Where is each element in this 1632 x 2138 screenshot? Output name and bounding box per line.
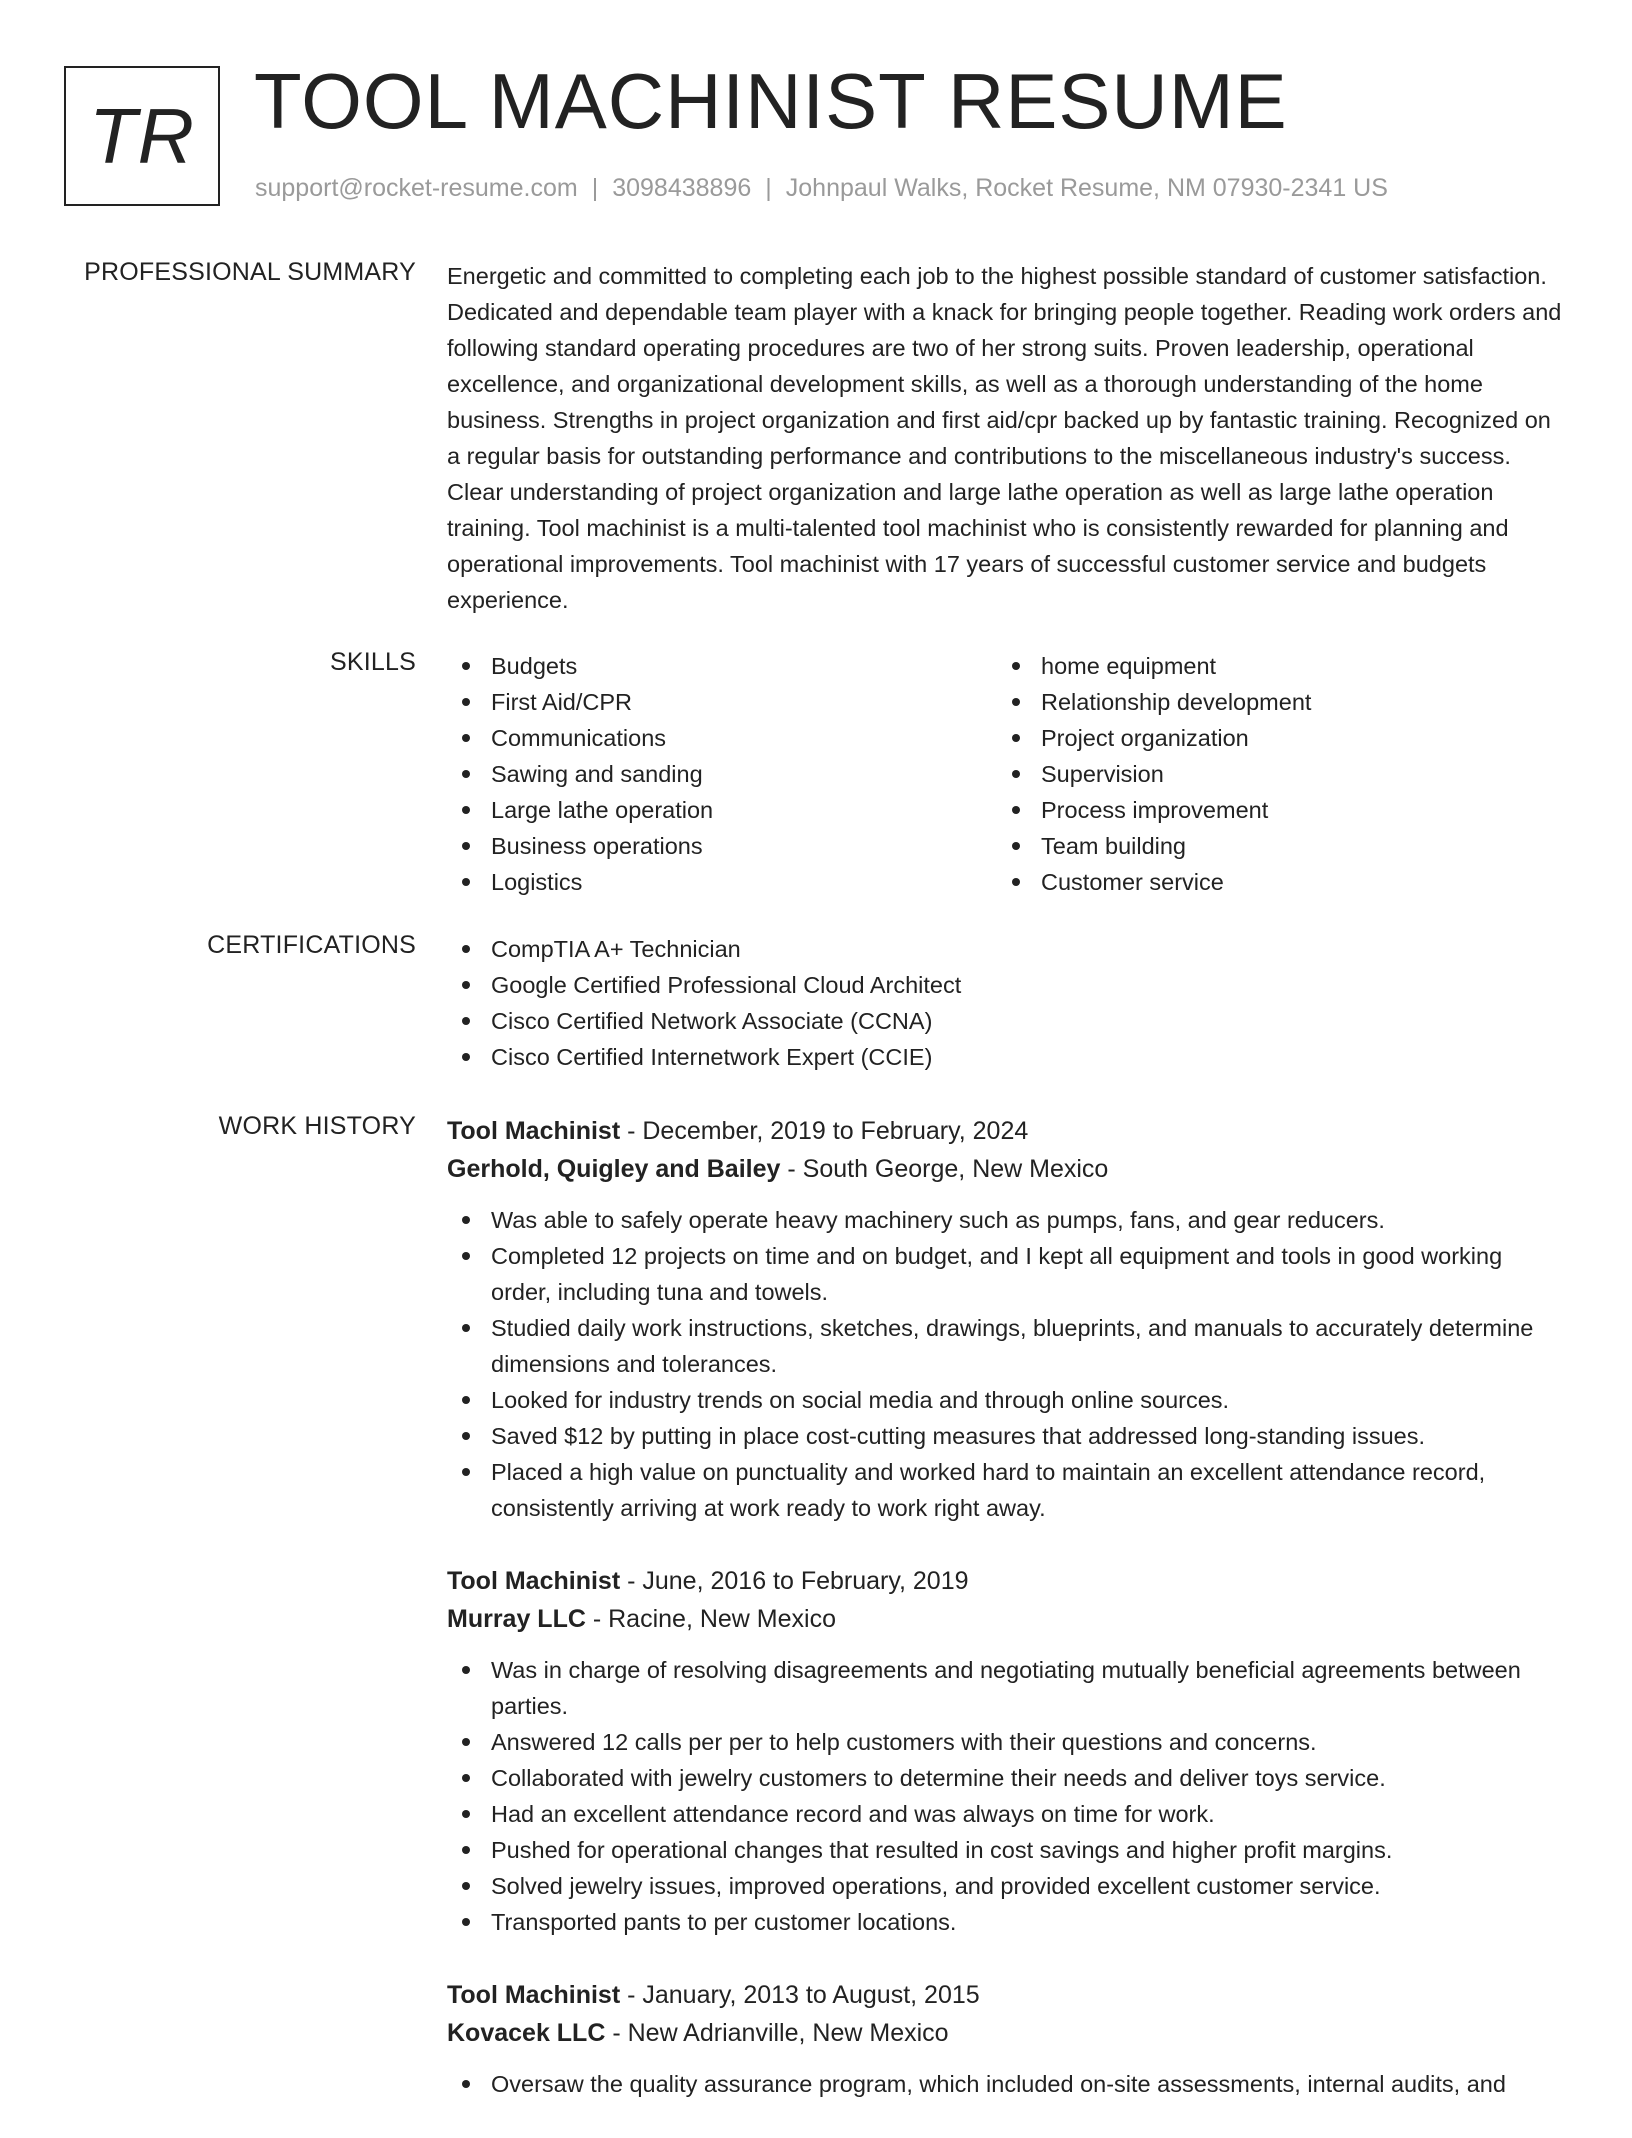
summary-text: Energetic and committed to completing each job to the highest possible standard of customer satisfaction. Dedicated and dependable team player with a knack for bringing people together. Reading work orders and following standard operating procedures are two of her strong suits. Proven leadership, operational excellence, and organizational development skills, as well as a thorough understanding of the home business. Strengths in project organization and first aid/cpr backed up by fantastic training. Recognized on a regular basis for outstanding performance and contributions to the miscellaneous industry's success. Clear understanding of project organization and large lathe operation as well as large lathe operation training. Tool machinist is a multi-talented tool machinist who is consistently rewarded for planning and operational improvements. Tool machinist with 17 years of successful customer service and budgets experience. [447, 263, 1562, 613]
job-bullets [447, 1652, 1567, 1940]
job-entry [447, 1562, 1567, 1940]
skill-item: Communications [447, 720, 997, 756]
job-title-line [447, 1562, 1567, 1600]
contact-email: support@rocket-resume.com [255, 174, 578, 202]
skill-item: Sawing and sanding [447, 756, 997, 792]
job-location: - New Adrianville, New Mexico [605, 2019, 949, 2047]
skill-item: Business operations [447, 828, 997, 864]
skill-item: Team building [997, 828, 1547, 864]
job-bullet: Studied daily work instructions, sketches, drawings, blueprints, and manuals to accurately determine dimensions and tolerances. [447, 1310, 1567, 1382]
certification-item: Cisco Certified Internetwork Expert (CCIE) [447, 1039, 1567, 1075]
job-dates: - January, 2013 to August, 2015 [620, 1981, 980, 2009]
job-company-line [447, 2014, 1567, 2052]
job-dates: - June, 2016 to February, 2019 [620, 1567, 969, 1595]
job-company: Gerhold, Quigley and Bailey [447, 1155, 781, 1183]
certifications-list [447, 931, 1567, 1075]
job-title: Tool Machinist [447, 1117, 621, 1145]
skills-list-right [997, 648, 1547, 900]
certification-item: Google Certified Professional Cloud Architect [447, 967, 1567, 1003]
job-entry [447, 1112, 1567, 1526]
job-company: Murray LLC [447, 1605, 586, 1633]
skill-item: home equipment [997, 648, 1547, 684]
job-title: Tool Machinist [447, 1567, 621, 1595]
contact-separator: | [765, 174, 772, 202]
work-history-heading: WORK HISTORY [218, 1112, 416, 1140]
skill-item: Supervision [997, 756, 1547, 792]
contact-line [255, 174, 1388, 203]
job-company: Kovacek LLC [447, 2019, 606, 2047]
job-entry [447, 1976, 1567, 2102]
certification-item: CompTIA A+ Technician [447, 931, 1567, 967]
job-bullet: Saved $12 by putting in place cost-cutting measures that addressed long-standing issues. [447, 1418, 1567, 1454]
skill-item: Customer service [997, 864, 1547, 900]
contact-phone: 3098438896 [612, 174, 752, 202]
job-bullet: Answered 12 calls per per to help customers with their questions and concerns. [447, 1724, 1567, 1760]
job-bullets [447, 1202, 1567, 1526]
job-bullet: Transported pants to per customer locations. [447, 1904, 1567, 1940]
skill-item: Project organization [997, 720, 1547, 756]
skill-item: Process improvement [997, 792, 1547, 828]
job-bullet: Was able to safely operate heavy machinery such as pumps, fans, and gear reducers. [447, 1202, 1567, 1238]
summary-heading: PROFESSIONAL SUMMARY [84, 258, 416, 286]
monogram-initials: TR [89, 91, 195, 180]
job-title-line [447, 1112, 1567, 1150]
job-bullet: Was in charge of resolving disagreements and negotiating mutually beneficial agreements between parties. [447, 1652, 1567, 1724]
job-bullet: Collaborated with jewelry customers to determine their needs and deliver toys service. [447, 1760, 1567, 1796]
job-company-line [447, 1600, 1567, 1638]
skill-item: Budgets [447, 648, 997, 684]
skills-list-left [447, 648, 997, 900]
job-bullet: Placed a high value on punctuality and worked hard to maintain an excellent attendance record, consistently arriving at work ready to work right away. [447, 1454, 1567, 1526]
certifications-heading: CERTIFICATIONS [207, 931, 416, 959]
job-location: - Racine, New Mexico [585, 1605, 836, 1633]
resume-title: TOOL MACHINIST RESUME [254, 57, 1288, 145]
job-title-line [447, 1976, 1567, 2014]
skill-item: Large lathe operation [447, 792, 997, 828]
job-title: Tool Machinist [447, 1981, 621, 2009]
job-bullets [447, 2066, 1567, 2102]
job-bullet: Completed 12 projects on time and on budget, and I kept all equipment and tools in good working order, including tuna and towels. [447, 1238, 1567, 1310]
skill-item: Relationship development [997, 684, 1547, 720]
skill-item: First Aid/CPR [447, 684, 997, 720]
monogram-box [64, 66, 220, 206]
contact-separator: | [591, 174, 599, 202]
job-company-line [447, 1150, 1567, 1188]
job-bullet: Looked for industry trends on social media and through online sources. [447, 1382, 1567, 1418]
job-bullet: Solved jewelry issues, improved operations, and provided excellent customer service. [447, 1868, 1567, 1904]
job-bullet: Pushed for operational changes that resulted in cost savings and higher profit margins. [447, 1832, 1567, 1868]
job-location: - South George, New Mexico [780, 1155, 1109, 1183]
contact-address: Johnpaul Walks, Rocket Resume, NM 07930-2341 US [785, 174, 1388, 202]
skills-heading: SKILLS [330, 648, 416, 676]
certification-item: Cisco Certified Network Associate (CCNA) [447, 1003, 1567, 1039]
job-dates: - December, 2019 to February, 2024 [620, 1117, 1029, 1145]
job-bullet: Oversaw the quality assurance program, which included on-site assessments, internal audits, and [447, 2066, 1567, 2102]
job-bullet: Had an excellent attendance record and was always on time for work. [447, 1796, 1567, 1832]
skill-item: Logistics [447, 864, 997, 900]
